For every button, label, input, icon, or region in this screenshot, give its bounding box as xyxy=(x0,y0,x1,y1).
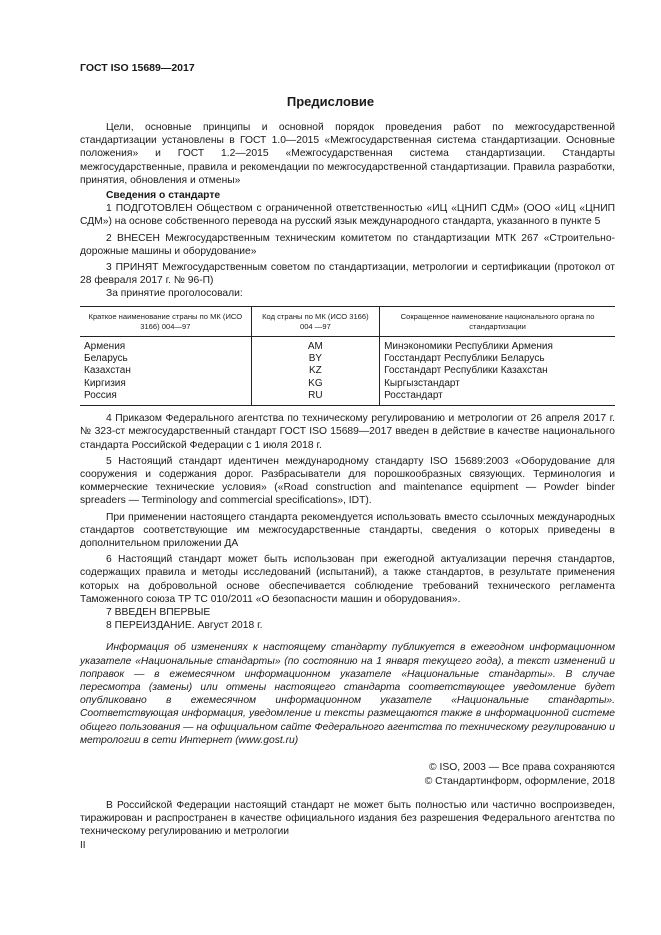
code-cell: BY xyxy=(251,353,379,365)
item-2: 2 ВНЕСЕН Межгосударственным техническим комитетом по стандартизации МТК 267 «Строительно-дорожные машины и оборудование» xyxy=(80,232,615,257)
page-number: II xyxy=(80,840,86,851)
page-title: Предисловие xyxy=(286,94,375,109)
reproduction-notice: В Российской Федерации настоящий стандарт не может быть полностью или частично воспроизведен, тиражирован и распространен в качестве официального издания без разрешения Федерального агентства по техническому регулированию и метрологии xyxy=(80,800,615,838)
item-3: 3 ПРИНЯТ Межгосударственным советом по стандартизации, метрологии и сертификации (протокол от 28 февраля 2017 г. № 96-П) xyxy=(80,262,615,287)
header-code: Код страны по МК (ИСО 3166) 004 —97 xyxy=(251,306,379,336)
code-cell: AM xyxy=(251,336,379,353)
table-row xyxy=(80,390,615,406)
body-cell: Кыргызстандарт xyxy=(380,378,615,390)
code-cell: KG xyxy=(251,378,379,390)
country-cell: Армения xyxy=(84,340,126,352)
item-4: 4 Приказом Федерального агентства по техническому регулированию и метрологии от 26 апреля 2017 г. № 323-ст межгосударственный стандарт ГОСТ ISO 15689—2017 введен в действие в качестве национального стандарта Российской Федерации с 1 июля 2018 г. xyxy=(80,413,615,451)
document-body xyxy=(80,121,615,839)
code-cell: KZ xyxy=(251,365,379,377)
item-5-note: При применении настоящего стандарта рекомендуется использовать вместо ссылочных международных стандартов соответствующие им межгосударственные стандарты, сведения о которых приведены в дополнительном приложении ДА xyxy=(80,511,615,549)
header-body: Сокращенное наименование национального органа по стандартизации xyxy=(380,306,615,336)
body-cell: Росстандарт xyxy=(380,390,615,406)
item-5: 5 Настоящий стандарт идентичен международному стандарту ISO 15689:2003 «Оборудование для сооружения и содержания дорог. Разбрасыватели для порошкообразных связующих. Терминология и коммерческие технические условия» («Road construction and maintenance equipment — Powder binder spreaders — Terminology and commercial specifications», IDT). xyxy=(80,455,615,507)
item-1: 1 ПОДГОТОВЛЕН Обществом с ограниченной ответственностью «ИЦ «ЦНИП СДМ» (ООО «ИЦ «ЦНИП СДМ») на основе собственного перевода на русский язык международного стандарта, указанного в пункте 5 xyxy=(80,203,615,228)
voted-label: За принятие проголосовали: xyxy=(106,288,243,300)
country-cell: Беларусь xyxy=(84,352,128,364)
item-8: 8 ПЕРЕИЗДАНИЕ. Август 2018 г. xyxy=(106,620,263,632)
code-cell: RU xyxy=(251,390,379,406)
country-cell: Россия xyxy=(80,390,251,406)
intro-paragraph: Цели, основные принципы и основной порядок проведения работ по межгосударственной стандартизации установлены в ГОСТ 1.0—2015 «Межгосударственная система стандартизации. Основные положения» и ГОСТ 1.2—2015 «Межгосударственная система стандартизации. Стандарты межгосударственные, правила и рекомендации по межгосударственной стандартизации. Правила разработки, принятия, обновления и отмены» xyxy=(80,122,615,186)
item-7: 7 ВВЕДЕН ВПЕРВЫЕ xyxy=(106,606,211,618)
country-cell: Киргизия xyxy=(84,377,126,389)
body-cell: Госстандарт Республики Беларусь xyxy=(380,353,615,365)
header-country: Краткое наименование страны по МК (ИСО 3166) 004—97 xyxy=(80,306,251,336)
document-header: ГОСТ ISO 15689—2017 xyxy=(80,62,195,74)
change-info-paragraph: Информация об изменениях к настоящему стандарту публикуется в ежегодном информационном указателе «Национальные стандарты» (по состоянию на 1 января текущего года), а текст изменений и поправок — в ежемесячном информационном указателе «Национальные стандарты». В случае пересмотра (замены) или отмены настоящего стандарта соответствующее уведомление будет опубликовано в ежемесячном информационном указателе «Национальные стандарты». Соответствующая информация, уведомление и тексты размещаются также в информационной системе общего пользования — на официальном сайте Федерального агентства по техническому регулированию и метрологии в сети Интернет (www.gost.ru) xyxy=(80,642,615,746)
voting-table xyxy=(80,306,615,406)
item-6: 6 Настоящий стандарт может быть использован при ежегодной актуализации перечня стандартов, содержащих правила и методы исследований (испытаний), а также стандартов, в результате применения которых на добровольной основе обеспечивается соблюдение требований технического регламента Таможенного союза ТР ТС 010/2011 «О безопасности машин и оборудования». xyxy=(80,554,615,605)
copyright-iso: © ISO, 2003 — Все права сохраняются xyxy=(429,762,615,773)
country-cell: Казахстан xyxy=(84,365,131,377)
body-cell: Госстандарт Республики Казахстан xyxy=(380,365,615,377)
section-heading: Сведения о стандарте xyxy=(106,190,221,202)
table-row xyxy=(80,365,615,377)
copyright-standartinform: © Стандартинформ, оформление, 2018 xyxy=(424,775,615,787)
table-row xyxy=(80,336,615,353)
copyright-block xyxy=(80,761,615,788)
table-row xyxy=(80,353,615,365)
body-cell: Минэкономики Республики Армения xyxy=(380,336,615,353)
table-header-row xyxy=(80,306,615,336)
table-row xyxy=(80,378,615,390)
